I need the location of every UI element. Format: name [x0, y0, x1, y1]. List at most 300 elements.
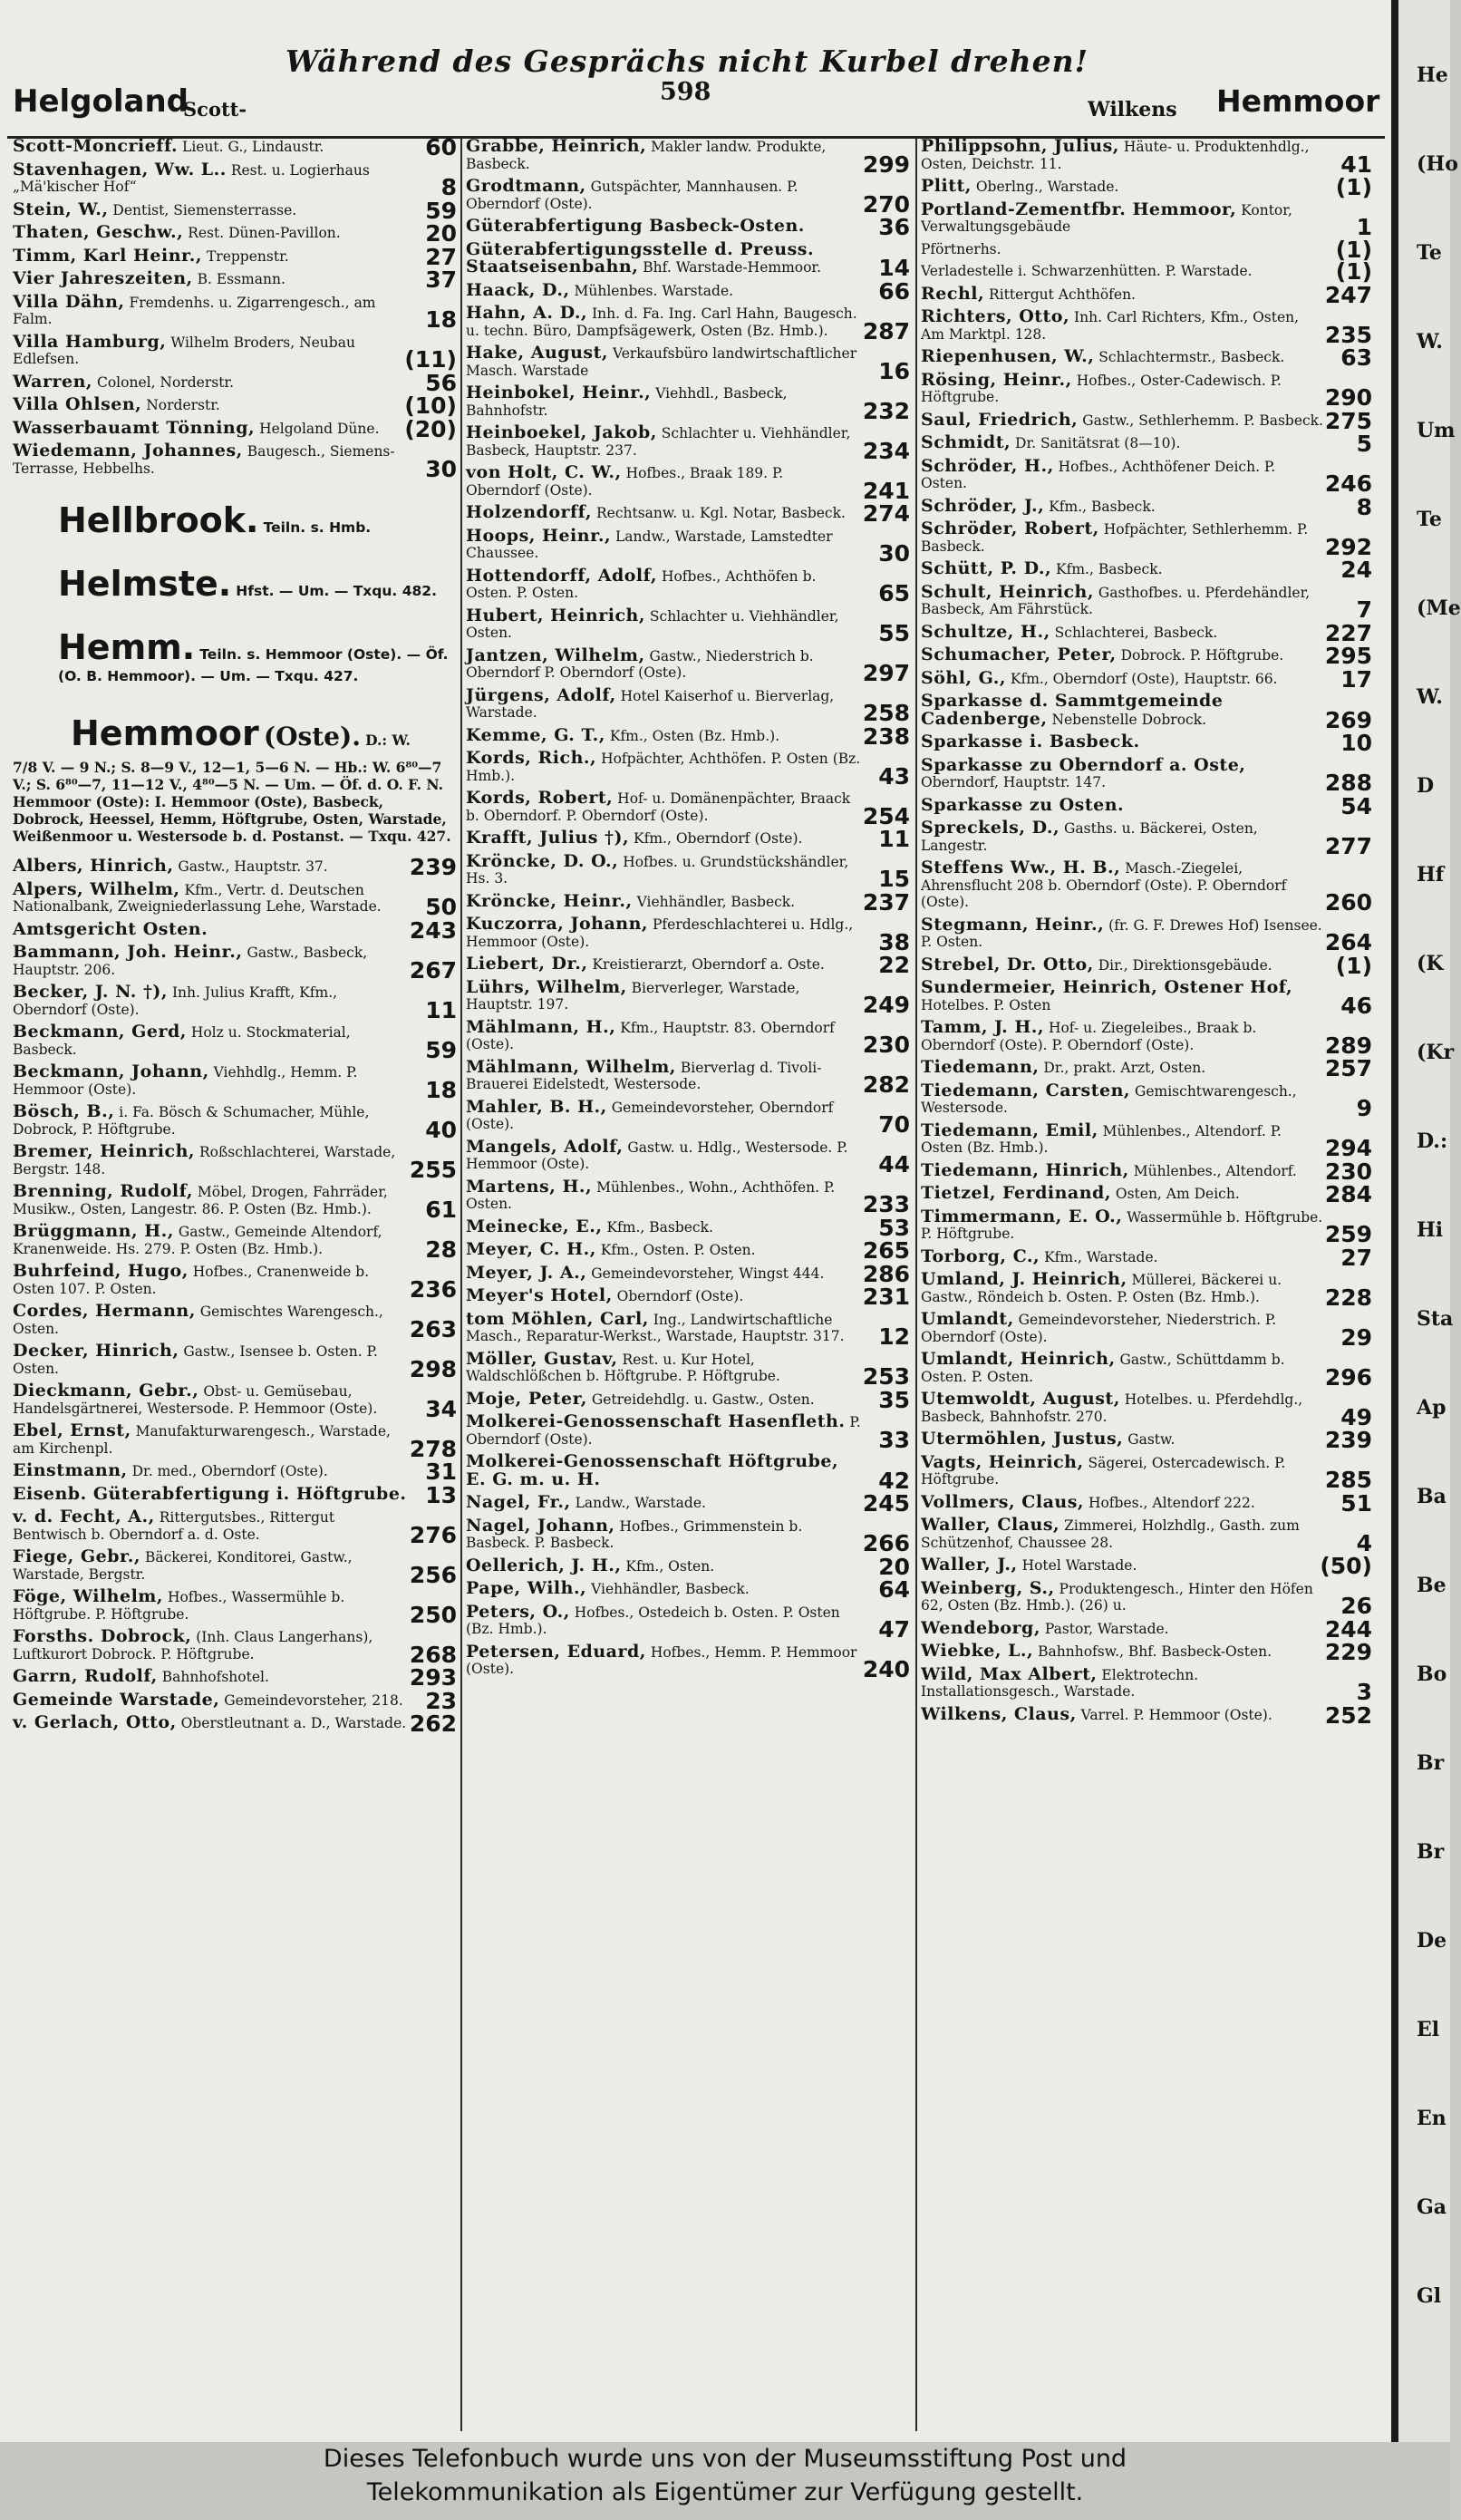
directory-entry [466, 1490, 912, 1517]
entry-details: Dr., prakt. Arzt, Osten. [1043, 1060, 1206, 1076]
next-page-fragment: W. [1417, 330, 1443, 354]
phone-number: 54 [1340, 792, 1372, 819]
phone-number: 29 [1340, 1323, 1372, 1351]
entry-details: Hofbes., Ostedeich b. Osten. P. Osten (Bz. Hmb.). [466, 1604, 840, 1637]
header-right-place: Hemmoor [1216, 83, 1380, 119]
phone-number: 262 [409, 1711, 457, 1737]
directory-entry [13, 291, 459, 333]
directory-entry [921, 730, 1374, 756]
section-title: Hemmoor [71, 713, 259, 753]
entry-name: Ebel, Ernst, [13, 1420, 131, 1440]
phone-number: 282 [862, 1071, 910, 1098]
phone-number: 46 [1340, 992, 1372, 1019]
directory-entry [921, 236, 1374, 263]
directory-entry [13, 1101, 459, 1143]
phone-number: 27 [1340, 1244, 1372, 1271]
entry-details: Produktengesch., Hinter den Höfen 62, Osten (Bz. Hmb.). (26) u. [921, 1580, 1313, 1614]
directory-entry [921, 1309, 1374, 1351]
phone-number: 245 [862, 1490, 910, 1517]
entry-details: Oberstleutnant a. D., Warstade. [180, 1715, 407, 1731]
entry-details: Mühlenbes., Wohn., Achthöfen. P. Osten. [466, 1178, 836, 1212]
directory-entry [466, 1214, 912, 1241]
entry-details: Kfm., Oberndorf (Oste). [634, 830, 803, 847]
entry-name: Villa Dähn, [13, 291, 125, 312]
directory-entry [466, 1576, 912, 1603]
entry-details: Schlachterei, Basbeck. [1054, 624, 1218, 641]
directory-entry [921, 1553, 1374, 1579]
entry-name: Alpers, Wilhelm, [13, 878, 180, 899]
phone-number: 249 [862, 992, 910, 1018]
directory-entry [13, 1459, 459, 1485]
section-subtitle: (Oste). [263, 722, 361, 751]
entry-details: Mühlenbes., Altendorf. [1133, 1162, 1297, 1179]
entry-name: Dieckmann, Gebr., [13, 1381, 199, 1401]
phone-number: 275 [1324, 407, 1372, 434]
entry-name: Spreckels, D., [921, 818, 1060, 838]
directory-entry [466, 748, 912, 790]
entry-name: Schröder, J., [921, 495, 1045, 516]
directory-entry [921, 914, 1374, 955]
directory-entry [921, 1663, 1374, 1705]
entry-details: Hofpächter, Sethlerhemm. P. Basbeck. [921, 521, 1309, 555]
phone-number: 239 [409, 854, 457, 880]
directory-entry [921, 557, 1374, 583]
directory-entry [466, 1348, 912, 1390]
directory-entry [466, 888, 912, 916]
entry-details: Kfm., Hauptstr. 83. Oberndorf (Oste). [466, 1019, 835, 1052]
entry-name: Wasserbauamt Tönning, [13, 417, 256, 438]
column-2 [466, 138, 912, 2431]
entry-details: Schlachter u. Viehhändler, Basbeck, Hauptstr. 237. [466, 425, 851, 459]
header-right-name: Wilkens [1088, 98, 1177, 121]
entry-name: Gemeinde Warstade, [13, 1689, 220, 1710]
entry-details: Gastw., Isensee b. Osten. P. Osten. [13, 1343, 378, 1377]
entry-details: Hofbes., Grimmenstein b. Basbeck. P. Basbeck. [466, 1517, 803, 1551]
entry-details: Wilhelm Broders, Neubau Edlefsen. [13, 334, 355, 367]
entry-details: Bierverleger, Warstade, Hauptstr. 197. [466, 979, 800, 1013]
next-page-fragment: Br [1417, 1840, 1445, 1864]
phone-number: 255 [409, 1156, 457, 1183]
directory-entry [921, 1577, 1374, 1619]
entry-details: Möbel, Drogen, Fahrräder, Musikw., Osten, Langestr. 86. P. Osten (Bz. Hmb.). [13, 1184, 388, 1217]
phone-number: 247 [1324, 281, 1372, 308]
entry-name: Grabbe, Heinrich, [466, 136, 647, 156]
directory-entry [921, 1489, 1374, 1517]
phone-number: 4 [1356, 1529, 1372, 1556]
section-info: Teiln. s. Hmb. [263, 519, 372, 536]
entry-details: Manufakturwarengesch., Warstade, am Kirchenpl. [13, 1423, 391, 1457]
entry-name: Wendeborg, [921, 1617, 1040, 1638]
phone-number: 235 [1324, 321, 1372, 348]
entry-details: Bahnhofsw., Bhf. Basbeck-Osten. [1038, 1643, 1272, 1660]
entry-details: Pförtnerhs. [921, 240, 1001, 257]
entry-name: Garrn, Rudolf, [13, 1666, 158, 1686]
page-header [0, 36, 1391, 122]
phone-number: 3 [1356, 1679, 1372, 1705]
entry-details: Kfm., Basbeck. [1049, 498, 1156, 515]
directory-entry [921, 407, 1374, 434]
entry-details: Hofpächter, Achthöfen. P. Osten (Bz. Hmb.). [466, 751, 861, 784]
phone-number: 265 [862, 1237, 910, 1264]
phone-number: 234 [862, 437, 910, 464]
directory-entry [13, 415, 459, 442]
directory-entry [921, 818, 1374, 859]
phone-number: 35 [878, 1386, 910, 1413]
entry-details: Helgoland Düne. [259, 420, 380, 437]
phone-number: 18 [425, 1076, 457, 1103]
entry-name: Oellerich, J. H., [466, 1555, 622, 1575]
directory-entry [466, 826, 912, 852]
entry-details: Gasths. u. Bäckerei, Osten, Langestr. [921, 820, 1258, 854]
directory-entry [466, 788, 912, 829]
directory-entry [466, 645, 912, 686]
entry-name: Sparkasse i. Basbeck. [921, 732, 1140, 751]
next-page-fragment: Gl [1417, 2284, 1442, 2308]
entry-details: Bhf. Warstade-Hemmoor. [643, 259, 822, 276]
phone-number: 8 [1356, 493, 1372, 520]
directory-entry [466, 1260, 912, 1287]
entry-name: Schult, Heinrich, [921, 581, 1094, 602]
entry-name: Schumacher, Peter, [921, 645, 1117, 664]
entry-details: Pferdeschlachterei u. Hdlg., Hemmoor (Oste). [466, 916, 854, 950]
next-page-fragment: Sta [1417, 1307, 1454, 1331]
phone-number: 278 [409, 1435, 457, 1462]
directory-entry [466, 914, 912, 955]
entry-name: Decker, Hinrich, [13, 1341, 179, 1361]
entry-name: Haack, D., [466, 279, 570, 300]
entry-name: Beckmann, Gerd, [13, 1022, 187, 1042]
directory-entry [13, 1546, 459, 1588]
phone-number: 42 [878, 1467, 910, 1494]
entry-name: Tiedemann, Carsten, [921, 1080, 1131, 1100]
directory-entry [466, 850, 912, 892]
directory-entry [921, 519, 1374, 560]
entry-details: Wassermühle b. Höftgrube. P. Höftgrube. [921, 1208, 1323, 1242]
page-edge [1391, 0, 1398, 2442]
entry-name: Hake, August, [466, 343, 608, 363]
entry-name: Fiege, Gebr., [13, 1546, 140, 1566]
entry-name: Bremer, Heinrich, [13, 1141, 196, 1161]
entry-details: Hotel Warstade. [1021, 1557, 1137, 1574]
directory-entry [921, 1181, 1374, 1207]
entry-details: Rest. u. Logierhaus „Mä'kischer Hof“ [13, 161, 370, 195]
next-page-fragment: El [1417, 2018, 1440, 2041]
entry-name: Mangels, Adolf, [466, 1136, 624, 1157]
entry-name: Becker, J. N. †), [13, 982, 168, 1002]
phone-number: 293 [409, 1664, 457, 1691]
directory-entry [466, 1136, 912, 1178]
phone-number: 229 [1324, 1639, 1372, 1665]
helgoland-entries [13, 134, 459, 482]
entry-name: Philippsohn, Julius, [921, 136, 1119, 156]
directory-entry [921, 1615, 1374, 1643]
entry-name: Vagts, Heinrich, [921, 1451, 1084, 1472]
phone-number: 27 [425, 243, 457, 270]
entry-details: Gastw., Basbeck, Hauptstr. 206. [13, 945, 368, 978]
footer-line-1: Dieses Telefonbuch wurde uns von der Museumsstiftung Post und [323, 2445, 1127, 2473]
entry-name: Heinboekel, Jakob, [466, 422, 657, 442]
phone-number: 288 [1324, 770, 1372, 796]
directory-entry [466, 684, 912, 726]
column-1 [13, 134, 459, 2431]
entry-name: Möller, Gustav, [466, 1348, 618, 1369]
entry-name: Utemwoldt, August, [921, 1389, 1120, 1409]
directory-entry [466, 214, 912, 240]
phone-number: 256 [409, 1561, 457, 1588]
phone-number: 43 [878, 762, 910, 790]
next-page-fragment: Hf [1417, 863, 1445, 887]
hemmoor-service-hours: 7/8 V. — 9 N.; S. 8—9 V., 12—1, 5—6 N. — Hb.: W. 6⁸⁰—7 V.; S. 6⁸⁰—7, 11—12 V., 4⁸⁰—5 N. — Um. — Öf. d. O. F. N. Hemmoor (Oste): I. Hemmoor (Oste), Basbeck, Dobrock, Heessel, Hemm, Höftgrube, Osten, Warstade, Weißenmoor u. Westersode b. d. Postanst. — Txqu. 427. [13, 759, 451, 845]
directory-entry [466, 277, 912, 305]
entry-details: Elektrotechn. Installationsgesch., Warstade. [921, 1666, 1199, 1700]
directory-entry [921, 1701, 1374, 1729]
entry-details: Gemischtes Warengesch., Osten. [13, 1304, 383, 1337]
entry-details: Viehhändler, Basbeck. [636, 893, 796, 910]
phone-number: 299 [862, 150, 910, 178]
next-page-fragment: Te [1417, 241, 1442, 265]
phone-number: 240 [862, 1656, 910, 1682]
phone-number: 9 [1356, 1095, 1372, 1121]
phone-number: 14 [878, 255, 910, 281]
phone-number: 244 [1324, 1615, 1372, 1643]
entry-name: Söhl, G., [921, 667, 1006, 688]
entry-details: Gastw. [1127, 1431, 1176, 1448]
phone-number: 10 [1340, 730, 1372, 756]
directory-entry [13, 393, 459, 419]
entry-details: Gastw. u. Hdlg., Westersode. P. Hemmoor (Oste). [466, 1139, 848, 1172]
entry-name: Bösch, B., [13, 1101, 115, 1121]
entry-details: Masch.-Ziegelei, Ahrensflucht 208 b. Oberndorf (Oste). P. Oberndorf (Oste). [921, 860, 1287, 910]
entry-name: Wiedemann, Johannes, [13, 441, 243, 460]
phone-number: 269 [1324, 706, 1372, 733]
entry-name: Umlandt, [921, 1309, 1014, 1329]
entry-name: Sparkasse d. Sammtgemeinde Cadenberge, [921, 691, 1224, 729]
entry-details: Nebenstelle Dobrock. [1051, 711, 1207, 728]
entry-details: Kontor, Verwaltungsgebäude [921, 201, 1292, 235]
entry-name: Föge, Wilhelm, [13, 1586, 164, 1606]
directory-entry [13, 1022, 459, 1063]
phone-number: 259 [1324, 1221, 1372, 1247]
entry-name: Umlandt, Heinrich, [921, 1349, 1116, 1369]
entry-name: Warren, [13, 371, 93, 392]
next-page-fragment: (K [1417, 952, 1444, 975]
entry-details: Oberlng., Warstade. [975, 179, 1119, 195]
directory-entry [921, 136, 1374, 178]
section-hemm [58, 627, 459, 684]
entry-name: Petersen, Eduard, [466, 1641, 646, 1662]
entry-details: Viehhändler, Basbeck. [591, 1581, 750, 1597]
next-page-fragment: Ba [1417, 1485, 1446, 1508]
directory-entry [921, 665, 1374, 693]
entry-details: Hofbes., Cranenweide b. Osten 107. P. Osten. [13, 1264, 370, 1297]
entry-name: Jantzen, Wilhelm, [466, 645, 645, 665]
entry-name: Stein, W., [13, 199, 109, 219]
phone-number: 233 [862, 1191, 910, 1217]
phone-number: 264 [1324, 929, 1372, 955]
directory-entry [13, 878, 459, 920]
phone-number: 37 [425, 267, 457, 293]
directory-entry [466, 525, 912, 567]
directory-entry [13, 134, 459, 160]
phone-number: 18 [425, 306, 457, 333]
entry-name: Torborg, C., [921, 1245, 1040, 1266]
directory-entry [921, 1451, 1374, 1493]
entry-details: Kfm., Basbeck. [606, 1218, 713, 1236]
entry-details: Kfm., Basbeck. [1056, 561, 1163, 577]
directory-entry [921, 199, 1374, 240]
phone-number: 298 [409, 1355, 457, 1382]
entry-name: Sundermeier, Heinrich, Ostener Hof, [921, 977, 1293, 997]
directory-entry [921, 1017, 1374, 1059]
phone-number: 55 [878, 620, 910, 646]
entry-details: Gemeindevorsteher, Niederstrich. P. Oberndorf (Oste). [921, 1312, 1277, 1345]
phone-number: (50) [1320, 1553, 1372, 1579]
next-page-strip [1398, 0, 1461, 2442]
phone-number: 230 [862, 1032, 910, 1058]
entry-name: Rösing, Heinr., [921, 369, 1072, 390]
entry-name: Sparkasse zu Oberndorf a. Oste, [921, 754, 1246, 775]
entry-name: Meinecke, E., [466, 1216, 603, 1236]
phone-number: 41 [1340, 150, 1372, 178]
entry-details: Hofbes., Wassermühle b. Höftgrube. P. Höftgrube. [13, 1589, 345, 1623]
entry-details: (fr. G. F. Drewes Hof) Isensee. P. Osten. [921, 916, 1322, 950]
directory-entry [921, 1206, 1374, 1247]
entry-details: Schlachter u. Viehhändler, Osten. [466, 607, 839, 641]
directory-entry [466, 1641, 912, 1682]
directory-entry [921, 455, 1374, 497]
entry-details: Mühlenbes. Warstade. [574, 282, 734, 299]
phone-number: 276 [409, 1521, 457, 1548]
section-hellbrook [58, 500, 459, 540]
phone-number: 59 [425, 1036, 457, 1063]
entry-name: Tiedemann, Emil, [921, 1119, 1098, 1140]
page-number: 598 [660, 78, 711, 106]
directory-entry [466, 1601, 912, 1643]
directory-entry [466, 343, 912, 384]
entry-details: Kfm., Warstade. [1044, 1248, 1158, 1265]
entry-details: Lieut. G., Lindaustr. [182, 139, 324, 155]
phone-number: 26 [1340, 1593, 1372, 1619]
directory-entry [13, 1181, 459, 1223]
entry-name: Villa Hamburg, [13, 331, 167, 352]
entry-details: Oberndorf (Oste). [616, 1288, 744, 1304]
phone-number: 286 [862, 1260, 910, 1287]
directory-entry [13, 441, 459, 482]
phone-number: 260 [1324, 889, 1372, 916]
entry-details: Kfm., Osten. P. Osten. [600, 1242, 756, 1258]
directory-entry [13, 916, 459, 944]
entry-name: Hottendorff, Adolf, [466, 565, 657, 586]
entry-name: Güterabfertigung Basbeck-Osten. [466, 216, 805, 236]
entry-name: Plitt, [921, 176, 972, 196]
directory-entry [921, 306, 1374, 348]
entry-details: Kfm., Oberndorf (Oste), Hauptstr. 66. [1010, 670, 1278, 687]
entry-name: Molkerei-Genossenschaft Höftgrube, E. G. m. u. H. [466, 1451, 839, 1489]
entry-name: Heinbokel, Heinr., [466, 383, 652, 402]
next-page-fragment: D.: [1417, 1129, 1448, 1153]
directory-entry [13, 1626, 459, 1668]
phone-number: 56 [425, 369, 457, 396]
entry-name: Schultze, H., [921, 621, 1050, 642]
entry-details: Bierverlag d. Tivoli-Brauerei Eidelstedt, Westersode. [466, 1059, 822, 1092]
directory-entry [13, 369, 459, 396]
next-page-fragment: Ga [1417, 2195, 1447, 2219]
column-divider [460, 138, 462, 2431]
entry-name: tom Möhlen, Carl, [466, 1308, 649, 1329]
entry-name: Villa Ohlsen, [13, 394, 142, 414]
entry-name: Hoops, Heinr., [466, 525, 612, 546]
directory-entry [921, 431, 1374, 457]
directory-entry [466, 383, 912, 424]
entry-details: Kfm., Vertr. d. Deutschen Nationalbank, Zweigniederlassung Lehe, Warstade. [13, 881, 382, 915]
phone-number: 49 [1340, 1403, 1372, 1430]
entry-details: Häute- u. Produktenhdlg., Osten, Deichstr. 11. [921, 139, 1310, 172]
entry-details: Verkaufsbüro landwirtschaftlicher Masch. Warstade [466, 345, 857, 379]
phone-number: 232 [862, 397, 910, 424]
entry-details: Fremdenhs. u. Zigarrengesch., am Falm. [13, 294, 376, 327]
directory-entry [466, 500, 912, 527]
entry-details: B. Essmann. [197, 271, 285, 287]
entry-name: Scott-Moncrieff. [13, 136, 179, 156]
entry-details: Colonel, Norderstr. [96, 373, 235, 391]
directory-entry [466, 1016, 912, 1058]
directory-entry [466, 1515, 912, 1556]
phone-number: 8 [440, 174, 457, 200]
entry-name: Timmermann, E. O., [921, 1206, 1123, 1226]
phone-number: 33 [878, 1426, 910, 1453]
entry-details: Hotel Kaiserhof u. Bierverlag, Warstade. [466, 687, 835, 721]
directory-entry [13, 1301, 459, 1342]
header-left-name: Scott- [183, 98, 247, 121]
directory-entry [13, 942, 459, 984]
phone-number: 59 [425, 197, 457, 224]
entry-details: i. Fa. Bösch & Schumacher, Mühle, Dobrock, P. Höftgrube. [13, 1104, 370, 1138]
entry-name: Strebel, Dr. Otto, [921, 954, 1094, 974]
entry-name: Kröncke, Heinr., [466, 890, 633, 911]
phone-number: 20 [425, 220, 457, 247]
section-hemmoor [71, 713, 459, 753]
directory-entry [921, 258, 1374, 285]
phone-number: 227 [1324, 619, 1372, 646]
entry-name: Amtsgericht Osten. [13, 918, 208, 939]
phone-number: 243 [409, 916, 457, 944]
entry-details: Dentist, Siemensterrasse. [112, 201, 297, 218]
entry-name: Saul, Friedrich, [921, 409, 1079, 430]
entry-name: Güterabfertigungsstelle d. Preuss. Staatseisenbahn, [466, 238, 815, 276]
entry-details: Rittergutsbes., Rittergut Bentwisch b. Oberndorf a. d. Oste. [13, 1509, 335, 1543]
phone-number: 51 [1340, 1489, 1372, 1517]
entry-name: Vier Jahreszeiten, [13, 268, 193, 288]
directory-entry [921, 977, 1374, 1019]
phone-number: (1) [1335, 258, 1372, 285]
phone-number: 237 [862, 888, 910, 916]
entry-name: Lührs, Wilhelm, [466, 976, 627, 997]
phone-number: 30 [878, 540, 910, 567]
entry-name: Waller, Claus, [921, 1515, 1060, 1535]
entry-name: Meyer, C. H., [466, 1239, 596, 1259]
section-title: Hellbrook. [58, 500, 259, 540]
entry-details: Inh. Julius Krafft, Kfm., Oberndorf (Oste). [13, 984, 338, 1018]
entry-name: Jürgens, Adolf, [466, 684, 616, 705]
entry-details: Rittergut Achthöfen. [989, 286, 1136, 303]
hemmoor-entries-1 [13, 854, 459, 1737]
entry-details: Ing., Landwirtschaftliche Masch., Reparatur-Werkst., Warstade, Hauptstr. 317. [466, 1311, 845, 1344]
section-info: Hfst. — Um. — Txqu. 482. [236, 583, 437, 599]
entry-details: Hofbes., Achthöfener Deich. P. Osten. [921, 458, 1276, 491]
entry-name: Meyer's Hotel, [466, 1285, 613, 1305]
next-page-fragment: D [1417, 774, 1435, 798]
phone-number: 296 [1324, 1363, 1372, 1391]
